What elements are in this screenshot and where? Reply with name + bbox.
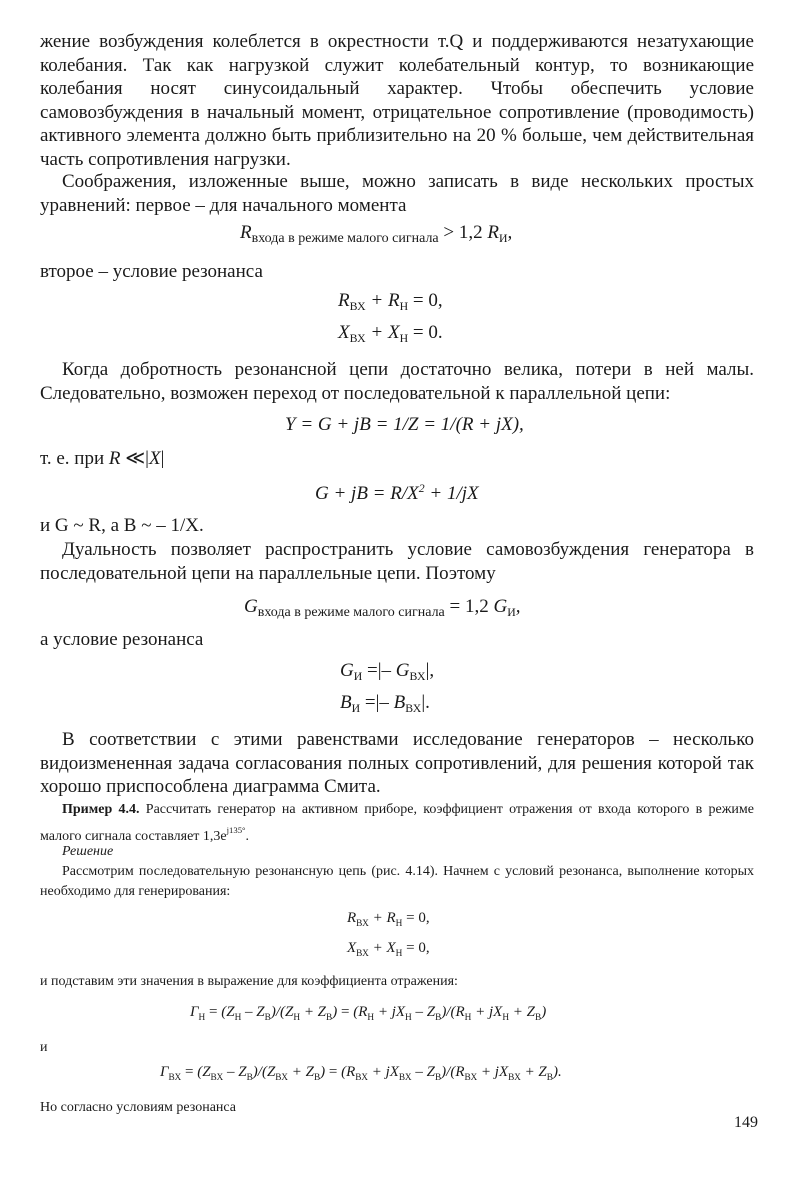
equation-reactance-sum-example: $X_{ВХ} + X_Н = 0$, bbox=[347, 940, 430, 959]
equation-resistance-sum: $R_{ВХ} + R_Н = 0$, bbox=[338, 290, 443, 313]
equation-resistance-sum-example: $R_{ВХ} + R_Н = 0$, bbox=[347, 910, 430, 929]
paragraph-resonance-condition-2: а условие резонанса bbox=[40, 629, 204, 650]
conjunction-and: и bbox=[40, 1040, 48, 1055]
paragraph-resonance-condition: второе – условие резонанса bbox=[40, 261, 263, 282]
page-number: 149 bbox=[734, 1114, 758, 1131]
solution-heading: Решение bbox=[62, 844, 114, 859]
paragraph-smith-chart: В соответствии с этими равенствами исследование генераторов – несколько видоизмененная задача согласования полных сопротивлений, для решения которой так хорошо приспособлена диаграмма Смита. bbox=[40, 729, 754, 797]
equation-reactance-sum: $X_{ВХ} + X_Н = 0$. bbox=[338, 322, 443, 345]
paragraph-substitute-values: и подставим эти значения в выражение для коэффициента отражения: bbox=[40, 974, 458, 989]
equation-initial-moment: $R_{входа в режиме малого сигнала} > 1,2$ $R_И$, bbox=[240, 222, 513, 246]
example-4-4: Пример 4.4. Рассчитать генератор на активном приборе, коэффициент отражения от входа которого в режиме малого сигнала составляет $1,3e^{j135^\circ}$. bbox=[40, 802, 754, 844]
paragraph-quality-factor: Когда добротность резонансной цепи достаточно велика, потери в ней малы. Следовательно, возможен переход от последовательной к параллельной цепи: bbox=[40, 359, 754, 404]
paragraph-condition-r-x: т. е. при R ≪|X| bbox=[40, 448, 165, 469]
equation-susceptance-resonance: $B_И$ =|– $B_{ВХ}|$. bbox=[340, 692, 430, 715]
paragraph-g-b-relation: и G ~ R, а B ~ – 1/X. bbox=[40, 515, 204, 536]
equation-conductance-resonance: $G_И$ =|– $G_{ВХ}|$, bbox=[340, 660, 435, 683]
equation-reflection-load: $\Gamma_Н = (Z_Н - Z_В)/(Z_Н + Z_В) = (R_Н + jX_Н - Z_В)/(R_Н + jX_Н + Z_В)$ bbox=[190, 1004, 547, 1023]
paragraph-duality: Дуальность позволяет распространить условие самовозбуждения генератора в последовательной цепи на параллельные цепи. Поэтому bbox=[40, 539, 754, 584]
equation-admittance: Y = G + jB = 1/Z = 1/(R + jX), bbox=[285, 414, 524, 435]
equation-reflection-input: $\Gamma_{ВХ} = (Z_{ВХ} - Z_В)/(Z_{ВХ} + Z_В) = (R_{ВХ} + jX_{ВХ} - Z_В)/(R_{ВХ} + jX_{ВХ} + Z_В)$. bbox=[160, 1064, 562, 1083]
paragraph-considerations: Соображения, изложенные выше, можно записать в виде нескольких простых уравнений: первое – для начального момента bbox=[40, 171, 754, 216]
paragraph-excitation: жение возбуждения колеблется в окрестности т.Q и поддерживаются незатухающие колебания. Так как нагрузкой служит колебательный контур, то возникающие колебания носят синусоидальный характер. Чтобы обеспечить условие самовозбуждения в начальный момент, отрицательное сопротивление (проводимость) активного элемента должно быть приблизительно на 20 % больше, чем действительная часть сопротивления нагрузки. bbox=[40, 31, 754, 170]
paragraph-by-resonance: Но согласно условиям резонанса bbox=[40, 1100, 236, 1115]
equation-conductance: G + jB = $R/X^2 + 1/jX$ bbox=[315, 482, 479, 504]
paragraph-series-circuit: Рассмотрим последовательную резонансную цепь (рис. 4.14). Начнем с условий резонанса, выполнение которых необходимо для генерирования: bbox=[40, 864, 754, 899]
equation-conductance-small-signal: $G_{входа в режиме малого сигнала} = 1,2$ $G_И$, bbox=[244, 596, 521, 620]
